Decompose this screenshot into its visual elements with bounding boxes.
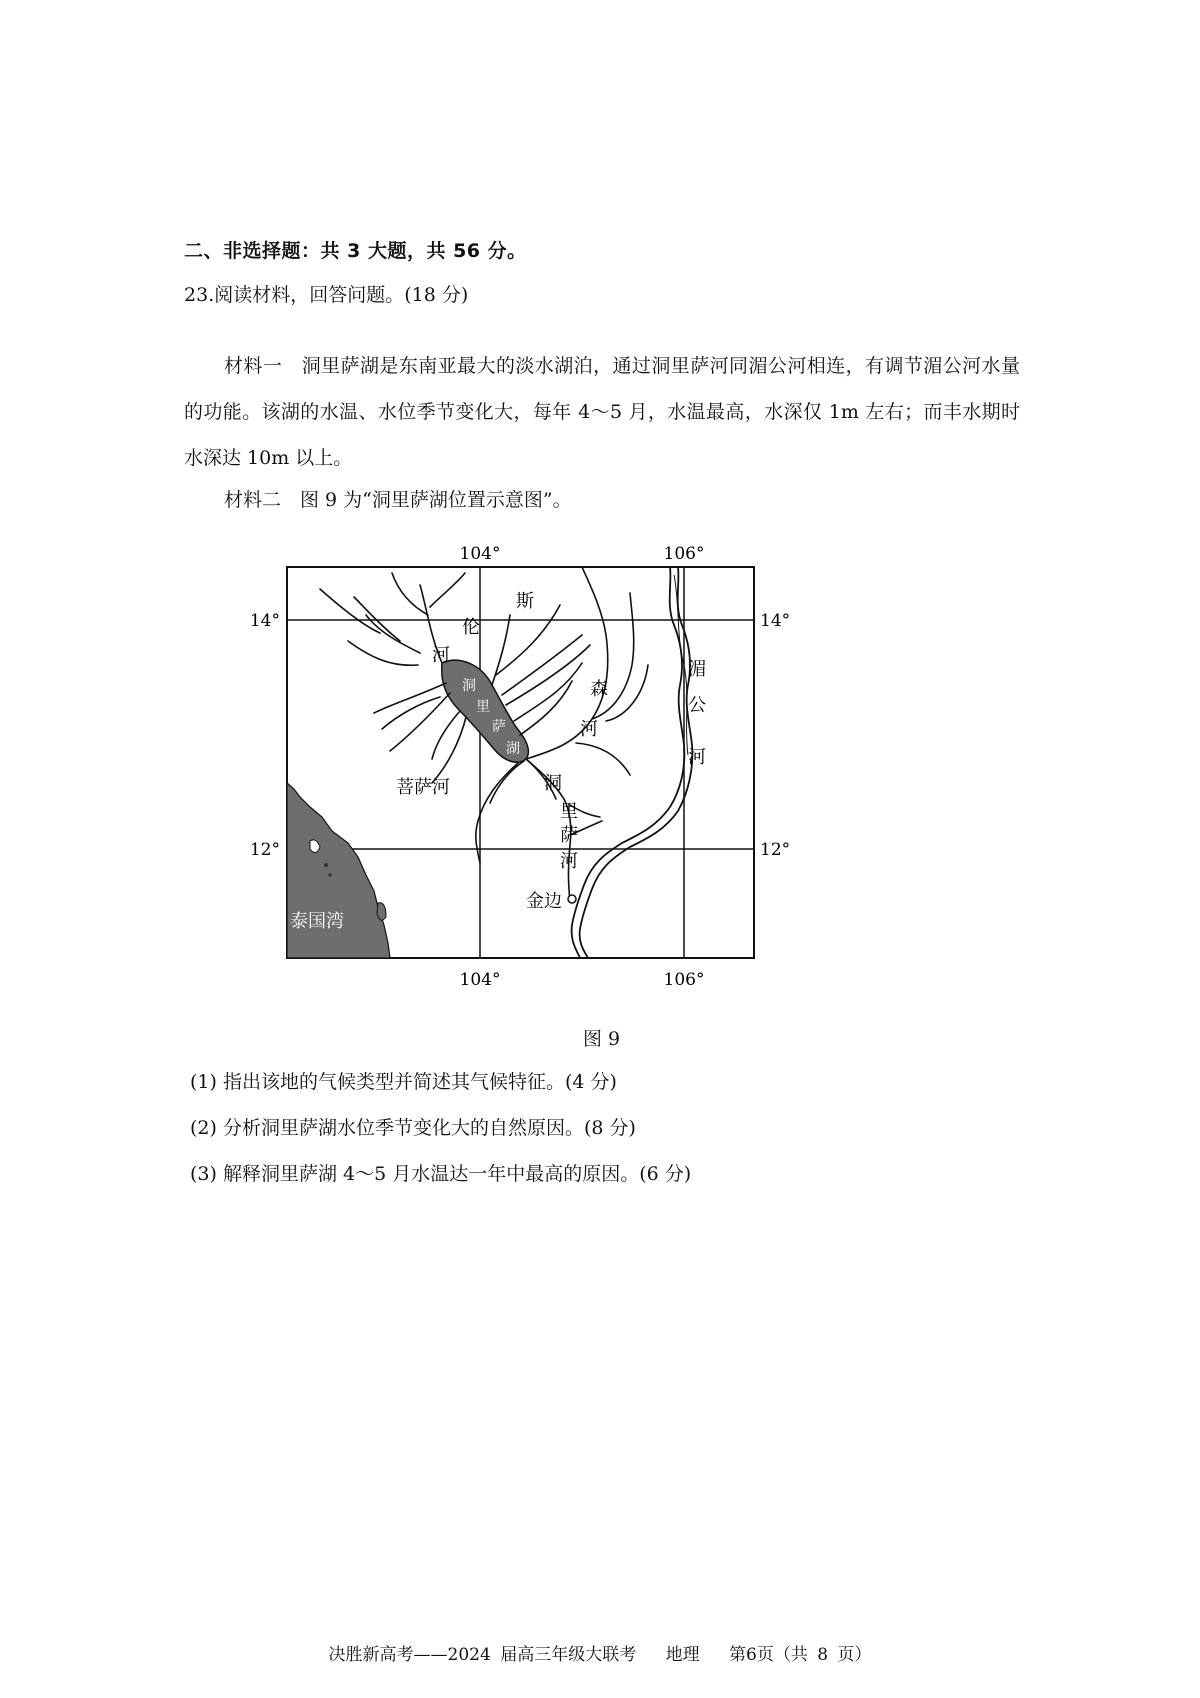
question-title: 23.阅读材料，回答问题。(18 分)	[184, 284, 469, 306]
island-dot	[324, 863, 328, 867]
phnom-penh-marker	[568, 895, 576, 903]
lon-label-bottom-106: 106°	[663, 970, 705, 990]
subquestion-3: (3) 解释洞里萨湖 4～5 月水温达一年中最高的原因。(6 分)	[190, 1163, 692, 1185]
material-one: 材料一 洞里萨湖是东南亚最大的淡水湖泊，通过洞里萨河同湄公河相连，有调节湄公河水量的功能。该湖的水温、水位季节变化大，每年 4～5 月，水温最高，水深仅 1m 左右；而丰水期时水深达 10m 以上。	[184, 355, 1020, 469]
label-lake-3: 萨	[492, 719, 506, 735]
figure-caption: 图 9	[583, 1028, 621, 1050]
label-lake-1: 洞	[462, 678, 476, 694]
label-sen-1: 森	[590, 679, 608, 700]
lon-label-bottom-104: 104°	[459, 970, 501, 990]
island-shape	[377, 903, 386, 920]
label-sen-2: 河	[580, 719, 598, 740]
tonle-sap-location-map	[249, 544, 791, 1015]
label-pursat-river: 菩萨河	[396, 777, 450, 798]
lat-label-left-14: 14°	[249, 611, 280, 631]
page-footer	[0, 1640, 1200, 1665]
label-lake-4: 湖	[506, 741, 520, 757]
lat-label-left-12: 12°	[249, 840, 280, 860]
footer-exam-title: 决胜新高考——2024 届高三年级大联考	[328, 1645, 637, 1665]
subquestion-2: (2) 分析洞里萨湖水位季节变化大的自然原因。(8 分)	[190, 1117, 636, 1139]
label-lake-2: 里	[476, 699, 490, 715]
label-siren-2: 伦	[462, 617, 480, 638]
label-tonle-4: 河	[560, 851, 578, 872]
label-tonle-2: 里	[560, 801, 578, 822]
label-tonle-3: 萨	[560, 825, 578, 846]
footer-subject: 地理	[665, 1645, 700, 1665]
section-title: 二、非选择题：共 3 大题，共 56 分。	[184, 240, 527, 262]
label-mekong-1: 湄	[688, 659, 706, 680]
material-two: 材料二 图 9 为“洞里萨湖位置示意图”。	[224, 489, 572, 511]
lon-label-top-106: 106°	[663, 544, 705, 564]
label-siren-3: 河	[432, 645, 450, 666]
lon-label-top-104: 104°	[459, 544, 501, 564]
footer-page-number: 第6页（共 8 页）	[729, 1645, 872, 1665]
island-dot	[328, 873, 331, 876]
lat-label-right-12: 12°	[760, 840, 791, 860]
label-siren-1: 斯	[516, 591, 534, 612]
label-tonle-1: 洞	[544, 773, 562, 794]
label-mekong-3: 河	[688, 747, 706, 768]
mekong-river-lines	[572, 567, 693, 958]
lat-label-right-14: 14°	[760, 611, 791, 631]
label-gulf-of-thailand: 泰国湾	[290, 911, 344, 932]
label-phnom-penh: 金边	[526, 891, 562, 912]
subquestion-1: (1) 指出该地的气候类型并简述其气候特征。(4 分)	[190, 1071, 617, 1093]
label-mekong-2: 公	[688, 695, 706, 716]
